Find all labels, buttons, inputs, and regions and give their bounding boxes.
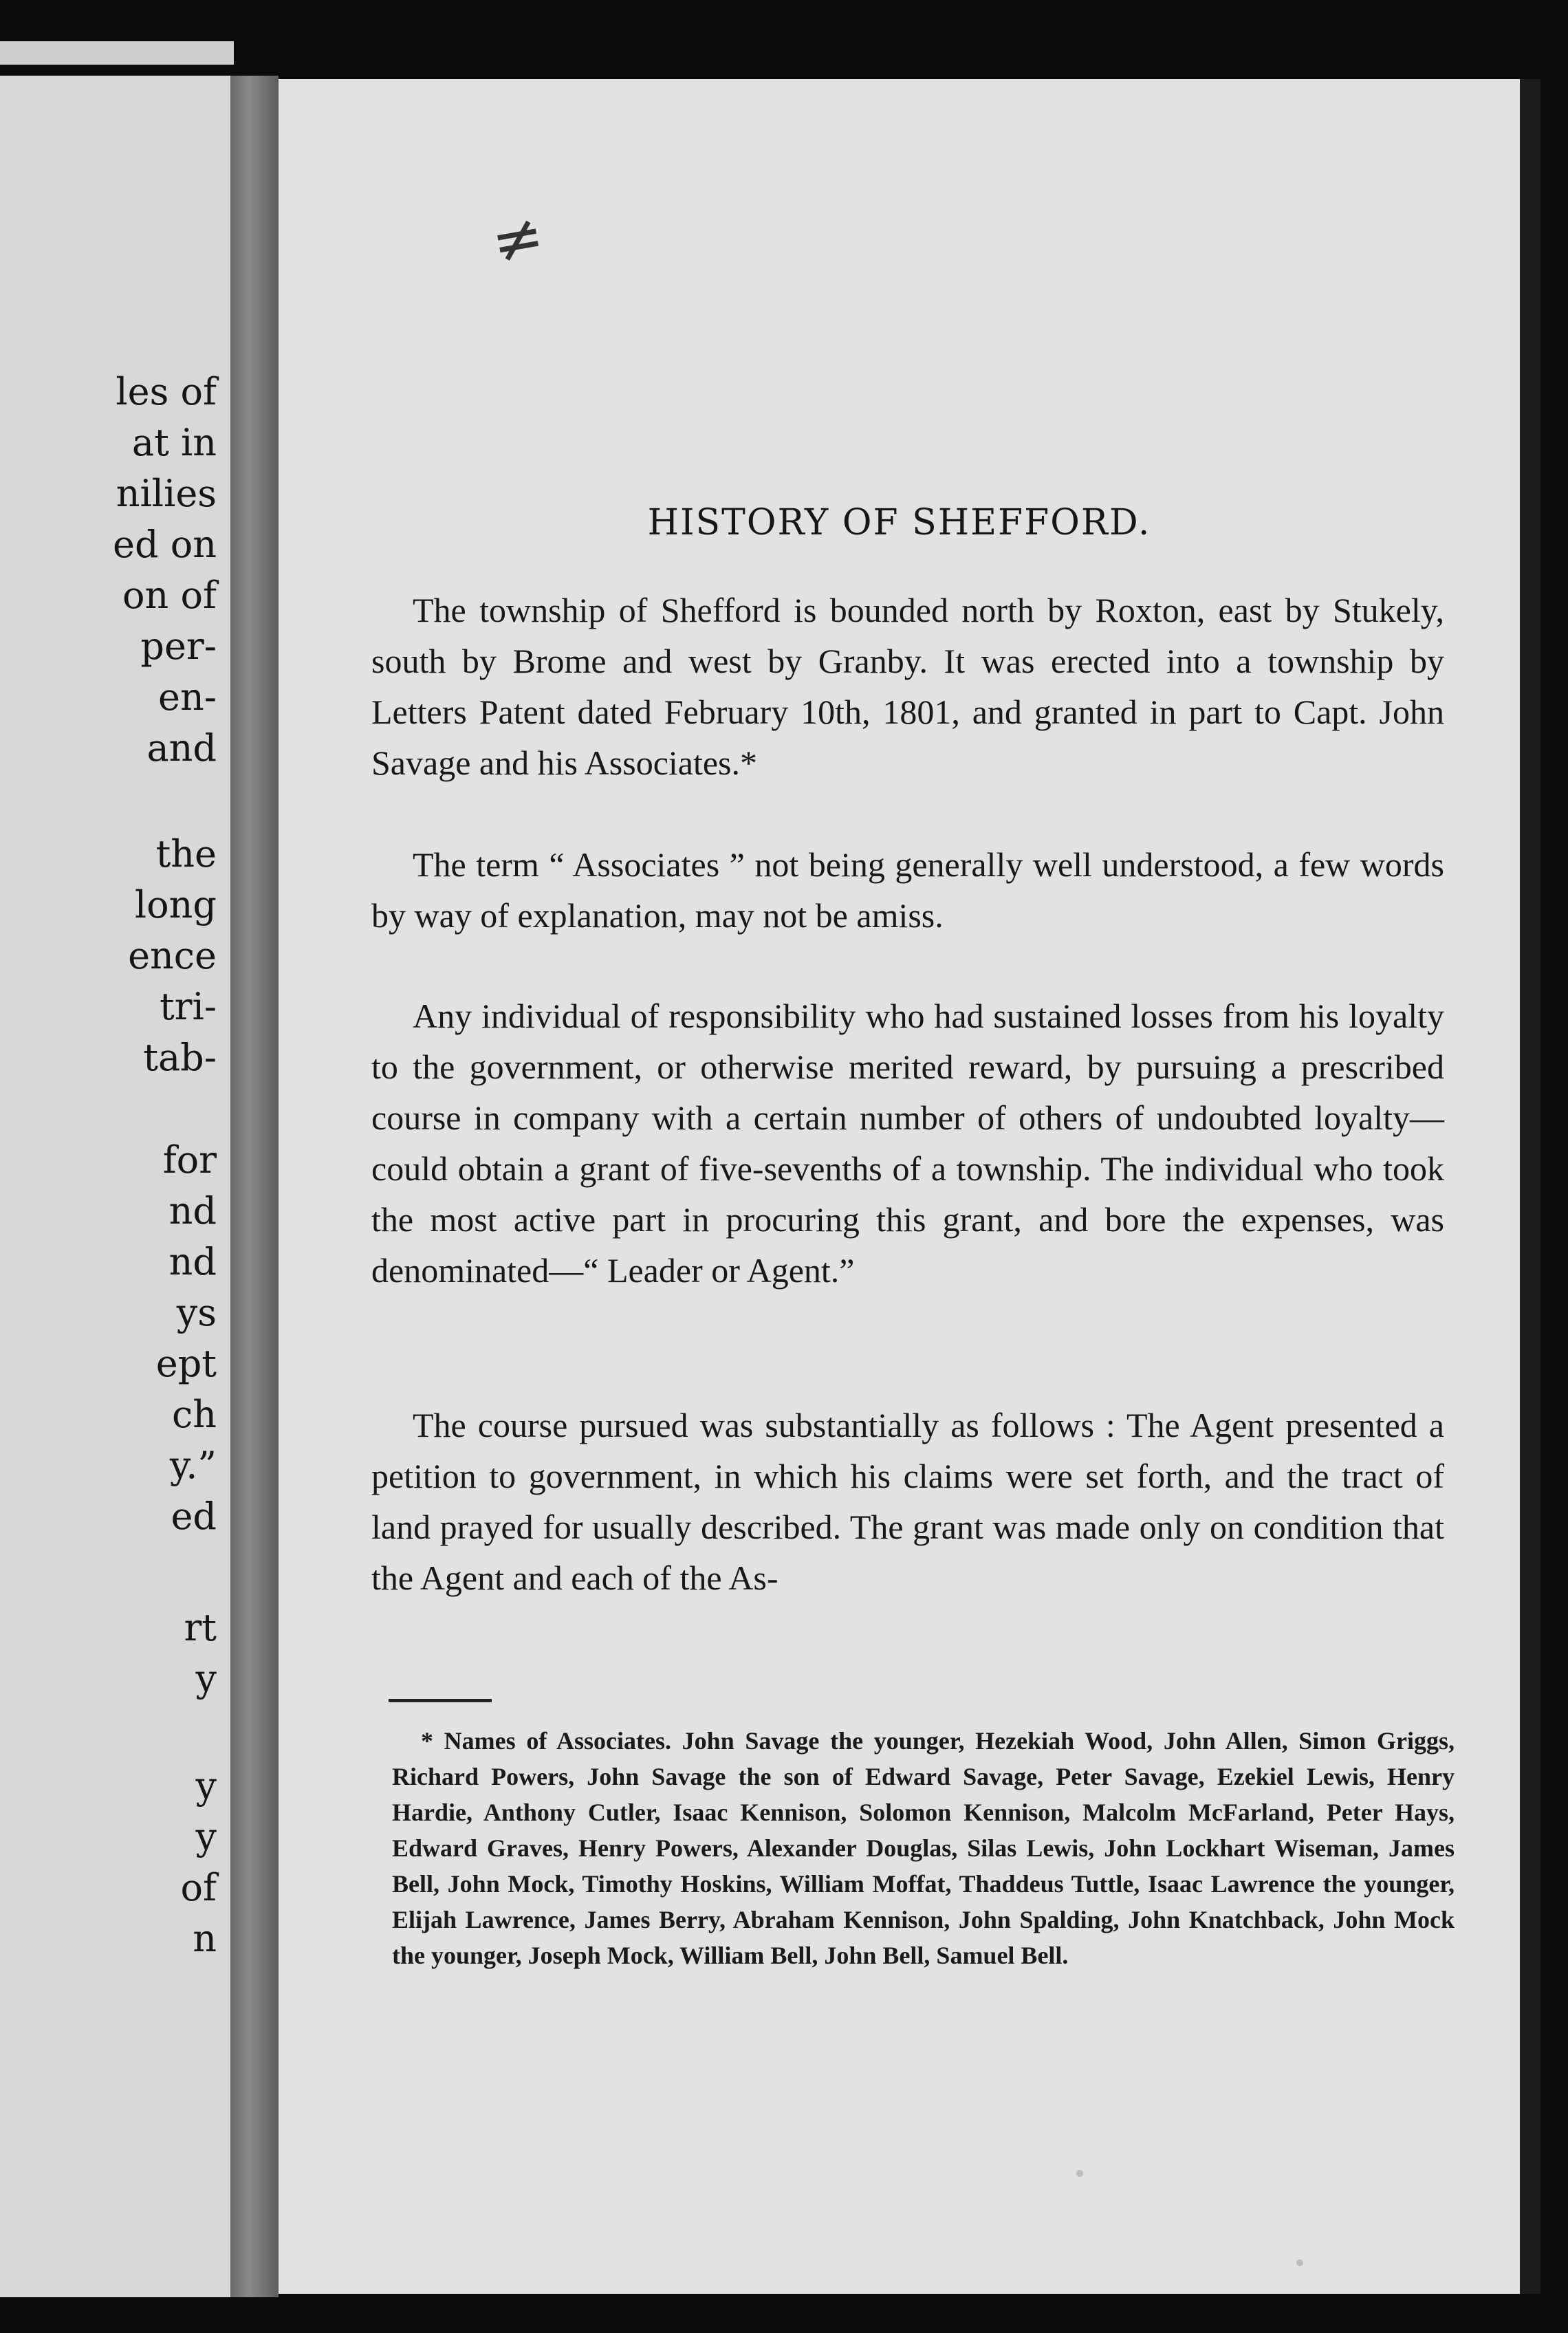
left-page-line: for [162,1138,217,1182]
left-page-line: nilies [116,472,217,515]
left-page-line: rt [184,1606,217,1649]
paragraph-individual-responsibility: Any individual of responsibility who had sustained losses from his loyalty to the government, or otherwise merited reward, by pursuing a prescribed course in company with a certain number of others of undoubted loyalty—could obtain a grant of five-sevenths of a township. The individual who took the most active part in procuring this grant, and bore the expenses, was denominated—“ Leader or Agent.” [371,997,1444,1290]
left-page-fragment [0,76,230,2297]
left-page-line: n [193,1917,217,1960]
left-page-line: tab- [143,1036,217,1079]
left-page-line: y.” [169,1444,217,1487]
left-page-line: ys [176,1291,217,1334]
left-page-line: of [180,1866,217,1909]
paper-speck [1076,2170,1083,2177]
left-page-line: nd [168,1189,217,1233]
left-page-line: les of [116,370,217,413]
left-page-line: tri- [159,985,217,1028]
left-page-line: ch [171,1393,217,1436]
footnote-associates: * Names of Associates. John Savage the younger, Hezekiah Wood, John Allen, Simon Griggs, Richard Powers, John Savage the son of Edward Savage, Peter Savage, Ezekiel Lewis, Henry Hardie, Anthony Cutler, Isaac Kennison, Solomon Kennison, Malcolm McFarland, Peter Hays, Edward Graves, Henry Powers, Alexander Douglas, Silas Lewis, John Lockhart Wiseman, James Bell, John Mock, Timothy Hoskins, William Moffat, Thaddeus Tuttle, Isaac Lawrence the younger, Elijah Lawrence, James Berry, Abraham Kennison, John Spalding, John Knatchback, John Mock the younger, Joseph Mock, William Bell, John Bell, Samuel Bell. [392,1727,1455,1969]
left-page-line: on of [122,574,217,617]
left-page-line: ed on [113,523,217,566]
left-page-line: ence [128,934,217,977]
left-page-line: y [195,1764,217,1808]
left-page-line: the [155,832,217,876]
paragraph-course-pursued: The course pursued was substantially as follows : The Agent presented a petition to government, in which his claims were set forth, and the tract of land prayed for usually described. The grant was made only on condition that the Agent and each of the As- [371,1406,1444,1597]
right-page-edge [1520,79,1540,2294]
left-page-line: ept [155,1342,217,1385]
handwritten-mark: ≠ [486,199,549,279]
left-page-top-edge [0,41,234,65]
paragraph-township-bounds: The township of Shefford is bounded north by Roxton, east by Stukely, south by Brome and west by Granby. It was erected into a township by Letters Patent dated February 10th, 1801, and granted in part to Capt. John Savage and his Associates.* [371,591,1444,782]
left-page-line: y [195,1657,217,1700]
left-page-line: nd [168,1240,217,1283]
book-gutter [230,76,279,2297]
left-page-line: y [195,1815,217,1858]
left-page-line: long [134,883,217,926]
page-title: HISTORY OF SHEFFORD. [647,502,1151,543]
left-page-line: per- [140,625,217,668]
paragraph-associates-term: The term “ Associates ” not being generally well understood, a few words by way of explanation, may not be amiss. [371,845,1444,935]
left-page-line: at in [131,421,217,464]
right-page [279,79,1520,2294]
left-page-line: en- [158,675,217,719]
paper-speck [1296,2259,1303,2266]
left-page-line: ed [171,1495,217,1538]
left-page-line: and [146,726,217,770]
footnote-divider [389,1699,492,1702]
